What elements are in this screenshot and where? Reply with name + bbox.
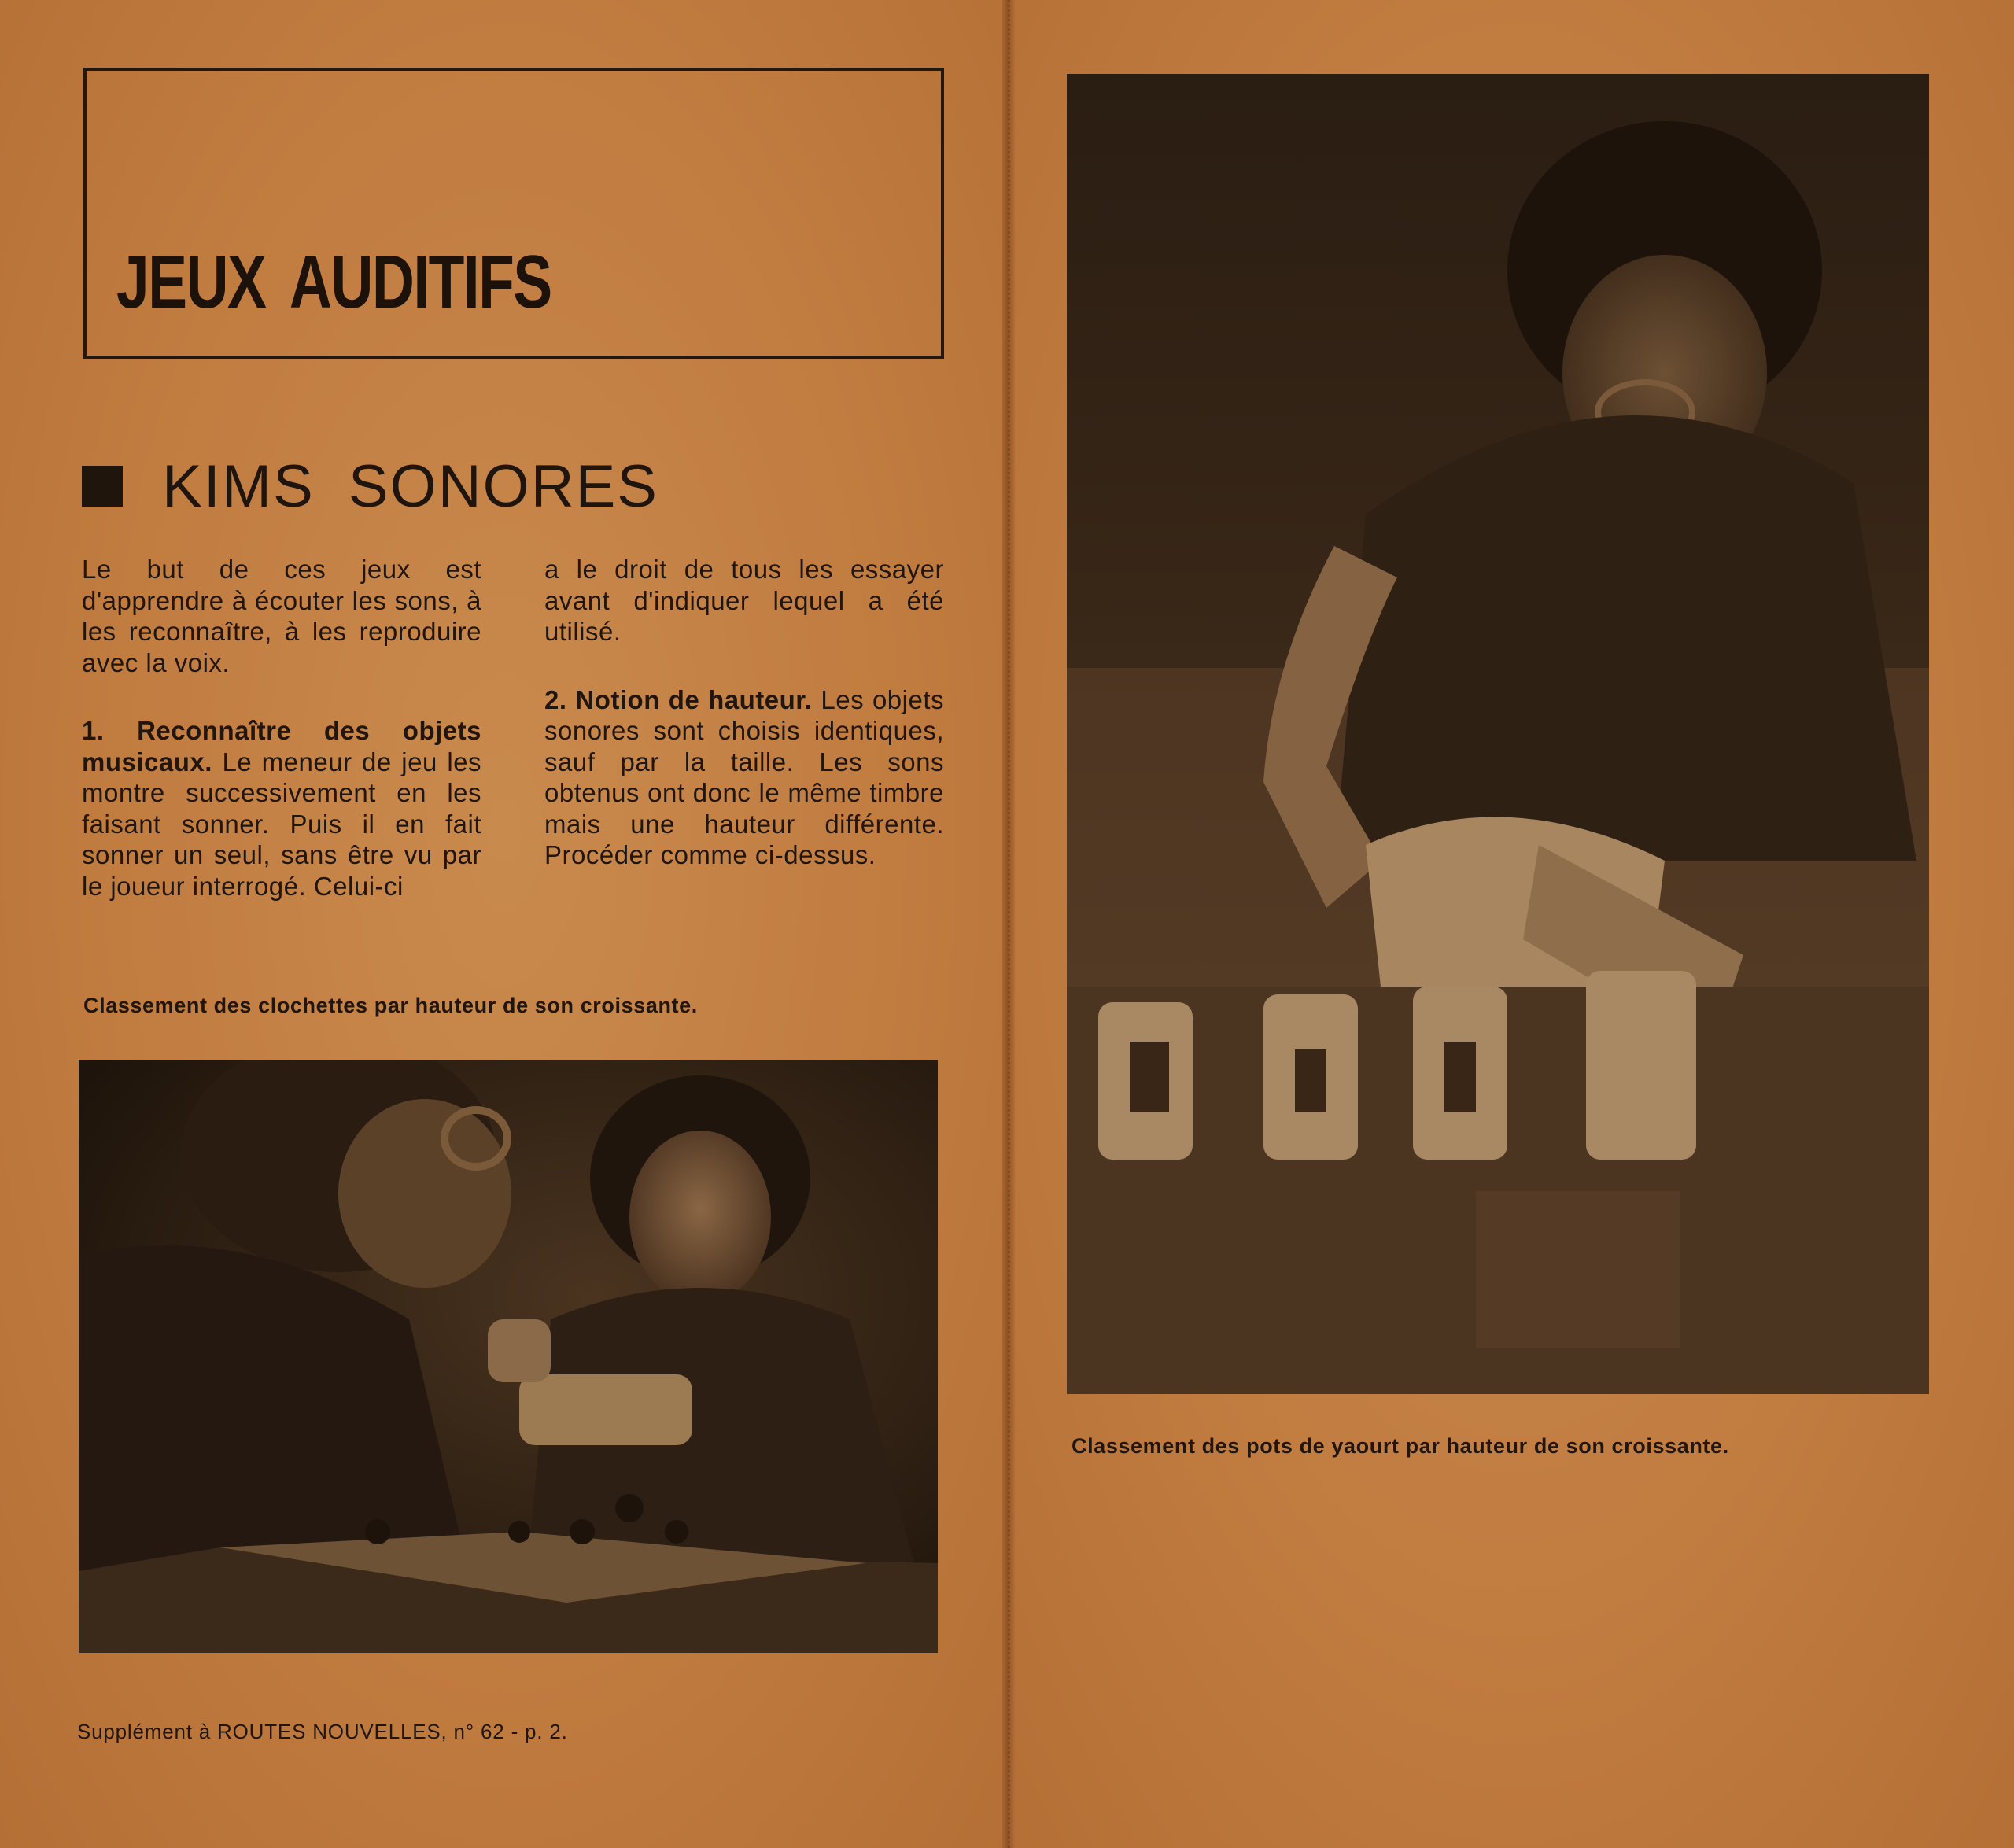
item2-body: Les objets sonores sont choisis identiques, sauf par la taille. Les sons obtenus ont donc le même timbre mais une hauteur différente. Procéder comme ci-dessus. <box>544 684 944 869</box>
page-title: JEUX AUDITIFS <box>116 240 551 324</box>
item1-body: Le meneur de jeu les montre successivement en les faisant sonner. Puis il en fait sonner un seul, sans être vu par le joueur interrogé. Celui-ci <box>82 747 481 901</box>
section-heading-text: KIMS SONORES <box>162 452 658 520</box>
photo-children-bells <box>79 1060 938 1653</box>
photo-yogurt-pots-image <box>1067 74 1929 1394</box>
photo-caption-left: Classement des clochettes par hauteur de son croissante. <box>83 994 698 1017</box>
photo-children-bells-image <box>79 1060 938 1653</box>
intro-paragraph: Le but de ces jeux est d'apprendre à écouter les sons, à les reconnaître, à les reproduire avec la voix. <box>82 555 481 677</box>
section-heading <box>82 448 658 524</box>
item2-paragraph <box>544 684 944 871</box>
photo-yogurt-pots <box>1067 74 1929 1394</box>
page-footer: Supplément à ROUTES NOUVELLES, n° 62 - p. 2. <box>77 1720 568 1743</box>
item1-heading: 1. Reconnaître des objets musicaux. <box>82 716 481 776</box>
spine-stitching <box>1008 0 1010 1848</box>
title-box <box>83 68 944 359</box>
item2-heading: 2. Notion de hauteur. <box>544 684 813 714</box>
square-bullet-icon <box>82 466 123 507</box>
continuation-paragraph: a le droit de tous les essayer avant d'indiquer lequel a été utilisé. <box>544 555 944 646</box>
item1-paragraph <box>82 715 481 902</box>
photo-caption-right: Classement des pots de yaourt par hauteur de son croissante. <box>1072 1434 1729 1458</box>
text-column-right <box>544 554 944 908</box>
text-column-left <box>82 554 481 939</box>
